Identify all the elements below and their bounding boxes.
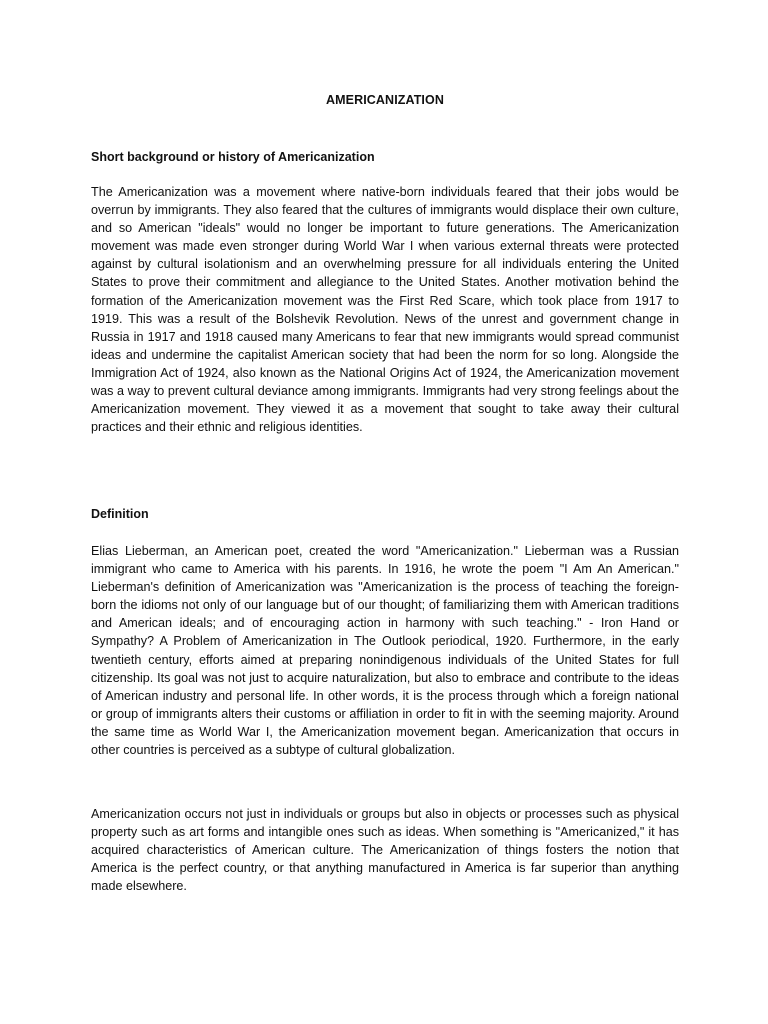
paragraph-background: The Americanization was a movement where native-born individuals feared that their jobs would be overrun by immigrants. They also feared that the cultures of immigrants would displace their own culture, and so American "ideals" would no longer be important to future generations. The Americanization movement was made even stronger during World War I when various external threats were protected against by cultural isolationism and an overwhelming pressure for all individuals entering the United States to prove their commitment and allegiance to the United States. Another motivation behind the formation of the Americanization movement was the First Red Scare, which took place from 1917 to 1919. This was a result of the Bolshevik Revolution. News of the unrest and government change in Russia in 1917 and 1918 caused many Americans to fear that new immigrants would spread communist ideas and undermine the capitalist American society that had been the norm for so long. Alongside the Immigration Act of 1924, also known as the National Origins Act of 1924, the Americanization movement was a way to prevent cultural deviance among immigrants. Immigrants had very strong feelings about the Americanization movement. They viewed it as a movement that sought to take away their cultural practices and their ethnic and religious identities. bbox=[91, 185, 679, 435]
paragraph-americanized-things: Americanization occurs not just in individuals or groups but also in objects or processes such as physical property such as art forms and intangible ones such as ideas. When something is "Americanized," it has acquired characteristics of American culture. The Americanization of things fosters the notion that America is the perfect country, or that anything manufactured in America is far superior than anything made elsewhere. bbox=[91, 807, 679, 894]
section-heading-background: Short background or history of Americanization bbox=[91, 150, 375, 164]
paragraph-definition: Elias Lieberman, an American poet, created the word "Americanization." Lieberman was a Russian immigrant who came to America with his parents. In 1916, he wrote the poem "I Am An American." Lieberman's definition of Americanization was "Americanization is the process of teaching the foreign-born the idioms not only of our language but of our thought; of familiarizing them with American traditions and American ideals; and of encouraging action in harmony with such teaching." - Iron Hand or Sympathy? A Problem of Americanization in The Outlook periodical, 1920. Furthermore, in the early twentieth century, efforts aimed at preparing nonindigenous individuals of the United States for full citizenship. Its goal was not just to acquire naturalization, but also to embrace and contribute to the ideas of American industry and personal life. In other words, it is the process through which a foreign national or group of immigrants alters their customs or affiliation in order to fit in with the seeming majority. Around the same time as World War I, the Americanization movement began. Americanization that occurs in other countries is perceived as a subtype of cultural globalization. bbox=[91, 544, 679, 758]
section-heading-definition: Definition bbox=[91, 507, 149, 521]
document-title: AMERICANIZATION bbox=[326, 93, 444, 107]
